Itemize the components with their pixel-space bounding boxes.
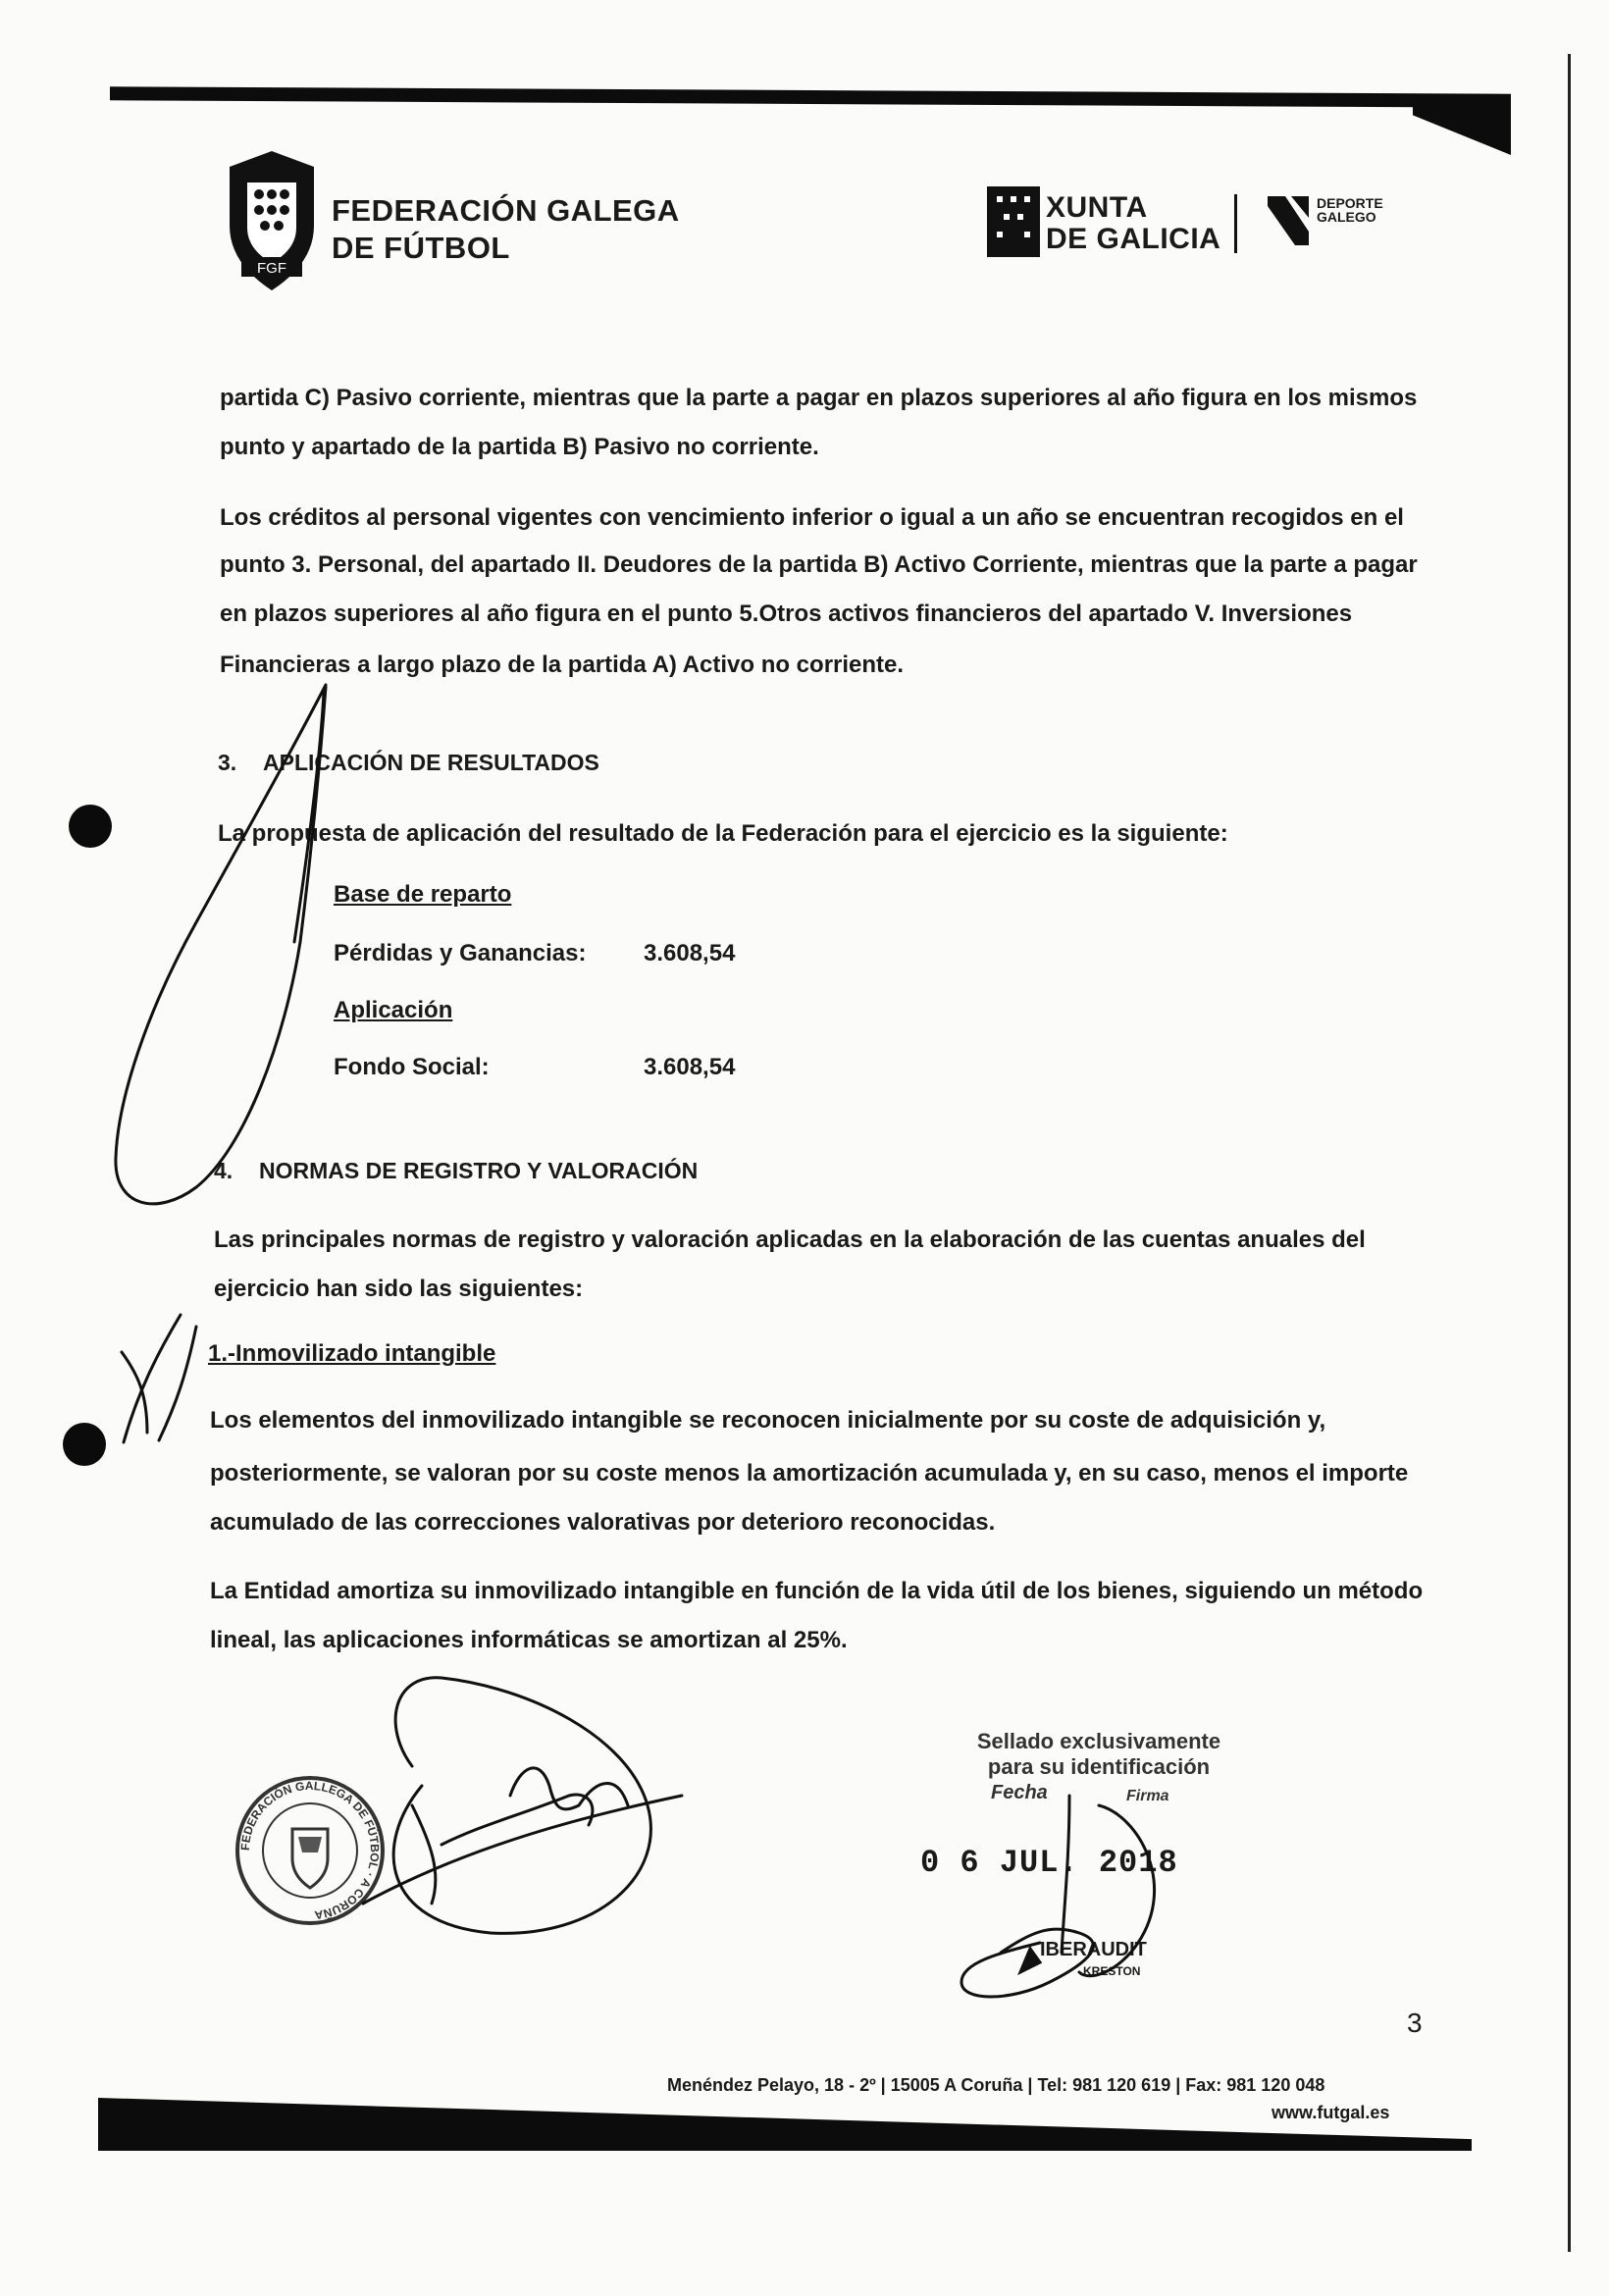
deporte-line2: GALEGO [1317, 209, 1376, 225]
para2-line1: Los créditos al personal vigentes con vencimiento inferior o igual a un año se encuentran recogidos en el [220, 504, 1404, 531]
section3-intro: La propuesta de aplicación del resultado de la Federación para el ejercicio es la siguiente: [218, 820, 1228, 847]
para1-line2: punto y apartado de la partida B) Pasivo no corriente. [220, 434, 819, 460]
header-bar-end [1413, 98, 1511, 155]
stamp-firma-label: Firma [1126, 1788, 1169, 1804]
para6-line1: La Entidad amortiza su inmovilizado intangible en función de la vida útil de los bienes, siguiendo un método [210, 1578, 1424, 1604]
section4-number: 4. [214, 1158, 234, 1183]
stamp-auditor-name: IBERAUDIT [1040, 1939, 1147, 1960]
footer-bar [98, 2098, 1472, 2151]
section3-title: APLICACIÓN DE RESULTADOS [263, 750, 599, 775]
para6-line2: lineal, las aplicaciones informáticas se amortizan al 25%. [210, 1627, 848, 1653]
deporte-line1: DEPORTE [1317, 195, 1383, 211]
aplicacion-label: Aplicación [334, 997, 453, 1023]
fgf-name-line2: DE FÚTBOL [332, 231, 510, 265]
punch-hole-bottom [63, 1423, 106, 1466]
para2-line2: punto 3. Personal, del apartado II. Deudores de la partida B) Activo Corriente, mientras que la parte a pagar [220, 551, 1418, 578]
header-bar [110, 86, 1511, 107]
stamp-sellado-line1: Sellado exclusivamente [976, 1729, 1221, 1753]
para1-line1: partida C) Pasivo corriente, mientras que la parte a pagar en plazos superiores al año figura en los mismos [220, 385, 1418, 411]
president-signature [353, 1648, 706, 1943]
section4-title: NORMAS DE REGISTRO Y VALORACIÓN [259, 1158, 699, 1183]
stamp-sellado-line2: para su identificación [987, 1754, 1211, 1779]
fondo-social-label: Fondo Social: [334, 1054, 490, 1080]
xunta-line2: DE GALICIA [1046, 223, 1221, 255]
footer-website[interactable]: www.futgal.es [1272, 2103, 1390, 2122]
footer-address: Menéndez Pelayo, 18 - 2º | 15005 A Coruña | Tel: 981 120 619 | Fax: 981 120 048 [667, 2075, 1325, 2095]
para2-line4: Financieras a largo plazo de la partida A) Activo no corriente. [220, 652, 905, 678]
xunta-logo [987, 186, 1040, 257]
deporte-galego-name [1317, 196, 1383, 224]
para2-line3: en plazos superiores al año figura en el punto 5.Otros activos financieros del apartado V. Inversiones [220, 600, 1353, 627]
fgf-name [332, 192, 680, 267]
stamp-auditor-sub: KRESTON [1083, 1964, 1141, 1978]
para5-line3: acumulado de las correcciones valorativas por deterioro reconocidas. [210, 1509, 996, 1536]
para5-line1: Los elementos del inmovilizado intangible se reconocen inicialmente por su coste de adquisición y, [210, 1407, 1326, 1434]
stamp-date: 0 6 JUL. 2018 [920, 1845, 1178, 1881]
fondo-social-value: 3.608,54 [644, 1054, 736, 1080]
auditor-signature [942, 1776, 1187, 2011]
fgf-crest-logo [218, 147, 326, 296]
base-reparto-label: Base de reparto [334, 881, 512, 908]
para5-line2: posteriormente, se valoran por su coste menos la amortización acumulada y, en su caso, menos el importe [210, 1460, 1409, 1487]
subsection-inmovilizado-intangible: 1.-Inmovilizado intangible [208, 1340, 496, 1367]
xunta-line1: XUNTA [1046, 191, 1148, 224]
section4-line1: Las principales normas de registro y valoración aplicadas en la elaboración de las cuentas anuales del [214, 1226, 1366, 1253]
section4-line2: ejercicio han sido las siguientes: [214, 1276, 584, 1302]
punch-hole-top [69, 805, 112, 848]
scan-edge-line [1568, 54, 1571, 2252]
seal-ring-text: FEDERACIÓN GALLEGA DE FÚTBOL · A CORUÑA [237, 1778, 383, 1922]
deporte-galego-icon [1266, 192, 1311, 249]
perdidas-ganancias-value: 3.608,54 [644, 940, 736, 966]
fgf-name-line1: FEDERACIÓN GALEGA [332, 193, 680, 228]
xunta-name [1046, 192, 1220, 255]
logo-separator [1234, 194, 1237, 253]
page-number: 3 [1407, 2008, 1423, 2038]
fgf-badge-text: FGF [257, 260, 286, 277]
perdidas-ganancias-label: Pérdidas y Ganancias: [334, 940, 587, 966]
stamp-fecha-label: Fecha [991, 1782, 1048, 1803]
section3-number: 3. [218, 750, 237, 775]
